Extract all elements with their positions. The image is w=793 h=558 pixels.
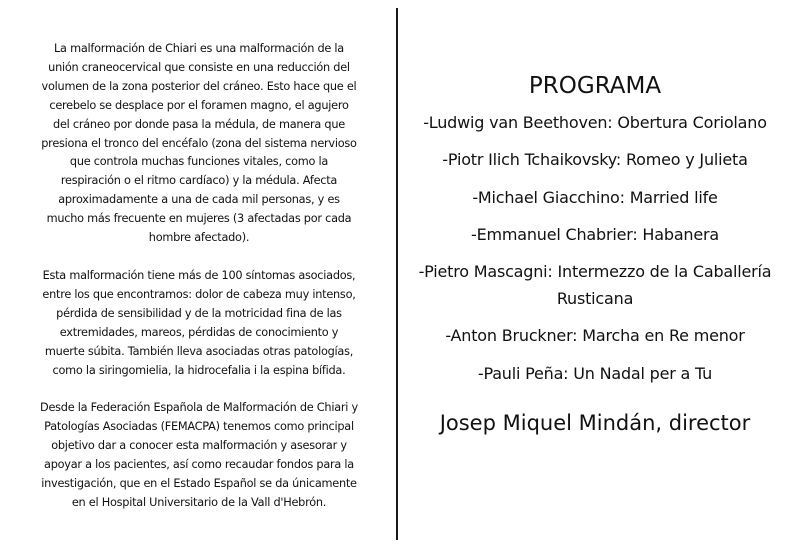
femacpa-paragraph: Desde la Federación Española de Malformación de Chiari y Patologías Asociadas (FEMACPA) tenemos como principal objetivo dar a conocer esta malformación y asesorar y apoyar a los pacientes, así como recaudar fondos para la investigación, que en el Estado Español se da únicamente en el Hospital Universitario de la Vall d'Hebrón. — [40, 401, 358, 509]
program-item-mascagni: -Pietro Mascagni: Intermezzo de la Caballería Rusticana — [418, 262, 772, 309]
program-item-pena: -Pauli Peña: Un Nadal per a Tu — [477, 363, 713, 383]
chiari-info-column — [40, 40, 358, 513]
program-list — [412, 109, 778, 387]
director-credit: Josep Miquel Mindán, director — [439, 410, 751, 435]
chiari-description-paragraph: La malformación de Chiari es una malformación de la unión craneocervical que consiste en una reducción del volumen de la zona posterior del cráneo. Esto hace que el cerebelo se desplace por el foramen magno, el agujero del cráneo por donde pasa la médula, de manera que presiona el tronco del encéfalo (zona del sistema nervioso que controla muchas funciones vitales, como la respiración o el ritmo cardíaco) y la médula. Afecta aproximadamente a una de cada mil personas, y es mucho más frecuente en mujeres (3 afectadas por cada hombre afectado). — [41, 42, 357, 245]
program-item-beethoven: -Ludwig van Beethoven: Obertura Coriolano — [423, 113, 767, 132]
program-item-tchaikovsky: -Piotr Ilich Tchaikovsky: Romeo y Julieta — [442, 150, 748, 170]
program-item-chabrier: -Emmanuel Chabrier: Habanera — [471, 224, 719, 244]
program-title: PROGRAMA — [528, 73, 662, 99]
program-item-giacchino: -Michael Giacchino: Married life — [472, 187, 718, 207]
chiari-symptoms-paragraph: Esta malformación tiene más de 100 síntomas asociados, entre los que encontramos: dolor de cabeza muy intenso, pérdida de sensibilidad y de la motricidad fina de las extremidades, mareos, pérdidas de conocimiento y muerte súbita. También lleva asociadas otras patologías, como la siringomielia, la hidrocefalia i la espina bífida. — [42, 268, 356, 377]
center-divider — [396, 8, 398, 540]
program-item-bruckner: -Anton Bruckner: Marcha en Re menor — [445, 326, 745, 346]
program-column — [412, 72, 778, 436]
